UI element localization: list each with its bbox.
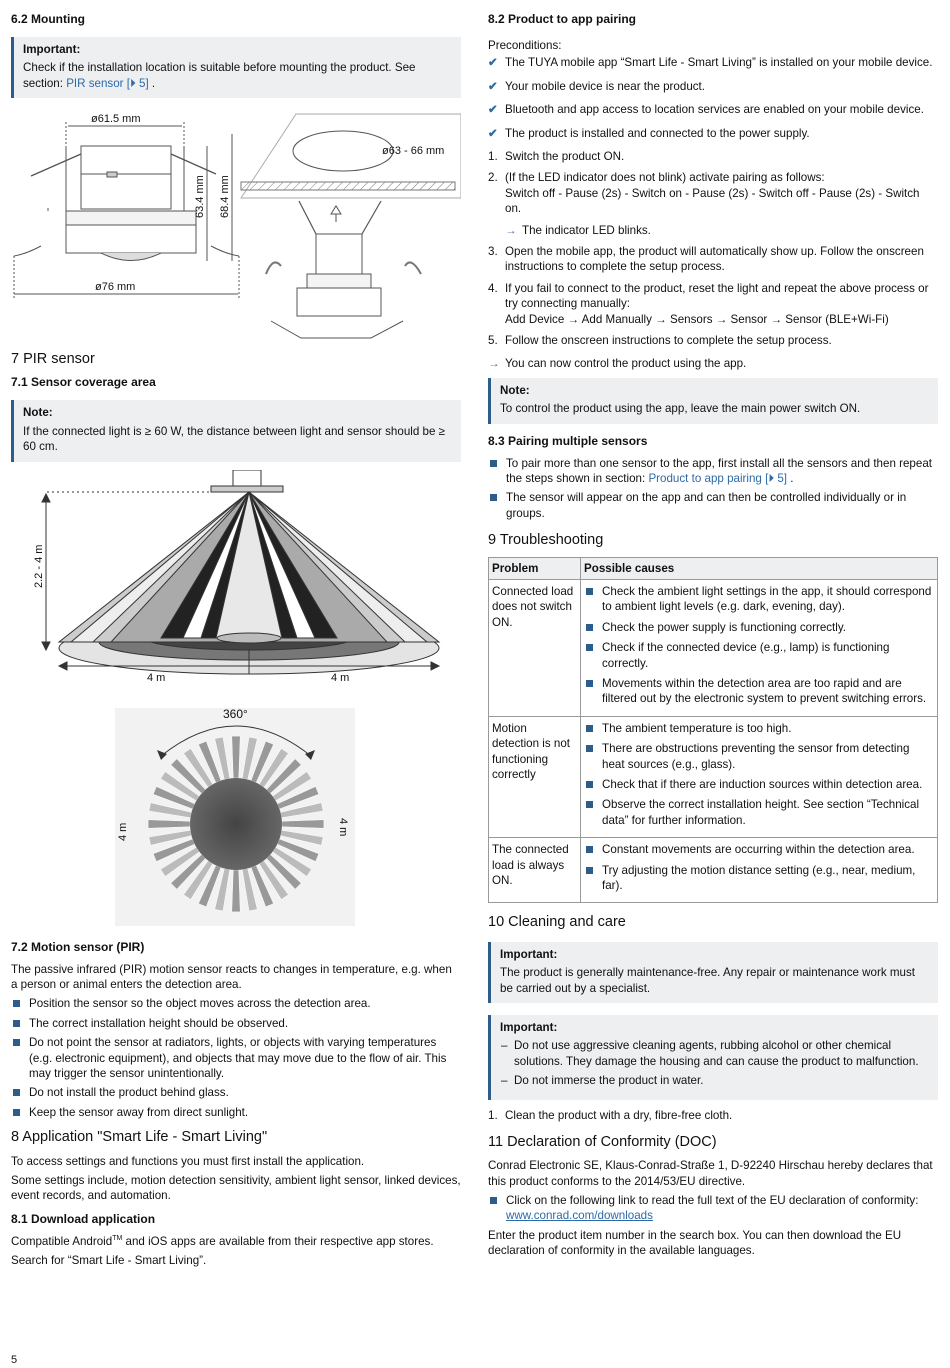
list-item: Movements within the detection area are too rapid and are filtered out by the electronic system to prevent switching errors. (584, 676, 934, 707)
pairing-steps (488, 149, 938, 348)
list-item: ✔ The product is installed and connected to the power supply. (488, 126, 810, 140)
list-item: Check if the connected device (e.g., lamp) is functioning correctly. (584, 640, 934, 671)
important-title: Important: (23, 42, 81, 56)
list-item: – Do not use aggressive cleaning agents, rubbing alcohol or other chemical solutions. They damage the housing and can cause the product to malfunction. (500, 1038, 929, 1069)
check-icon: ✔ (488, 103, 498, 117)
app-paragraph-2: Some settings include, motion detection sensitivity, ambient light sensor, linked devices, event records, and automation. (11, 1173, 461, 1203)
dim-height-2-label: 68.4 mm (219, 175, 231, 219)
step-item: 3. Open the mobile app, the product will automatically show up. Follow the onscreen instructions to complete the setup process. (488, 245, 924, 274)
left-distance-label: 4 m (147, 671, 166, 684)
troubleshooting-table (488, 557, 938, 904)
arrow-right-icon: → (488, 357, 500, 371)
note-text: To control the product using the app, leave the main power switch ON. (500, 402, 861, 416)
doc-paragraph-2: Enter the product item number in the search box. You can then download the EU declaration of conformity in the available languages. (488, 1228, 902, 1258)
list-item: ✔ The TUYA mobile app “Smart Life - Smart Living” is installed on your mobile device. (488, 56, 933, 70)
mounting-heading: 6.2 Mounting (11, 12, 85, 26)
list-item: Constant movements are occurring within the detection area. (584, 842, 934, 857)
troubleshooting-heading: 9 Troubleshooting (488, 532, 604, 549)
coverage-ray (232, 870, 240, 912)
top-view-diagram (11, 696, 461, 928)
cleaning-warnings (500, 1038, 929, 1088)
column-header-causes: Possible causes (581, 557, 938, 579)
list-item: There are obstructions preventing the sensor from detecting heat sources (e.g., glass). (584, 741, 934, 772)
list-item: Try adjusting the motion distance setting (e.g., near, medium, far). (584, 863, 934, 894)
height-range-label: 2.2 - 4 m (33, 544, 45, 588)
step-item: 4. If you fail to connect to the product, reset the light and repeat the above process or try connecting manually: Add Device → Add Manually → Sensors → Sensor → Sensor (BLE+Wi-Fi) (488, 281, 929, 326)
step-item: 5. Follow the onscreen instructions to complete the setup process. (488, 334, 832, 348)
list-item: Do not install the product behind glass. (11, 1085, 461, 1100)
list-item: To pair more than one sensor to the app, first install all the sensors and then repeat the steps shown in section: Product to app pairing [⏵ 5] . (488, 456, 938, 487)
dim-height-1-label: 63.4 mm (194, 175, 206, 219)
list-item: Observe the correct installation height. See section “Technical data” for further information. (584, 797, 934, 828)
check-icon: ✔ (488, 56, 498, 70)
pir-note-box (11, 400, 461, 461)
problem-cell: Motion detection is not functioning correctly (489, 716, 581, 837)
list-item: Position the sensor so the object moves across the detection area. (11, 996, 461, 1011)
angle-label: 360° (223, 706, 248, 721)
pir-sensor-link[interactable]: PIR sensor [⏵ 5] (66, 76, 149, 90)
doc-list (488, 1193, 938, 1224)
preconditions-list (488, 55, 938, 141)
list-item: The correct installation height should be observed. (11, 1016, 461, 1031)
dim-top-label: ø61.5 mm (91, 113, 141, 126)
list-item: Do not point the sensor at radiators, lights, or objects with varying temperatures (e.g. electronic equipment), and objects that may move due to the flow of air. This may trigger the sensor unintentionally. (11, 1035, 461, 1081)
page-number: 5 (11, 1354, 18, 1366)
list-item: Check the power supply is functioning correctly. (584, 620, 934, 635)
pairing-heading: 8.2 Product to app pairing (488, 12, 637, 26)
dim-bottom-label: ø76 mm (95, 281, 136, 294)
table-header-row (489, 557, 938, 579)
pir-heading: 7 PIR sensor (11, 351, 95, 368)
list-item: Click on the following link to read the full text of the EU declaration of conformity: www.conrad.com/downloads (488, 1193, 938, 1224)
conrad-downloads-link[interactable]: www.conrad.com/downloads (506, 1209, 653, 1223)
coverage-ray (282, 819, 324, 827)
check-icon: ✔ (488, 126, 498, 140)
important-text: Check if the installation location is suitable before mounting the product. See section: PIR sensor [⏵ 5] . (23, 61, 416, 90)
table-row (489, 579, 938, 716)
important-title: Important: (500, 1020, 558, 1034)
left-column (11, 12, 461, 1273)
problem-cell: Connected load does not switch ON. (489, 579, 581, 716)
radius-left-label: 4 m (117, 822, 129, 841)
motion-sensor-heading: 7.2 Motion sensor (PIR) (11, 939, 145, 954)
right-column (488, 12, 938, 1263)
multi-pairing-list (488, 456, 938, 522)
download-paragraph-1: Compatible Android™ and iOS apps are available from their respective app stores. (11, 1234, 434, 1248)
app-paragraph-1: To access settings and functions you must first install the application. (11, 1154, 365, 1168)
list-item: – Do not immerse the product in water. (500, 1073, 929, 1088)
cleaning-important-box-1 (488, 942, 938, 1003)
cleaning-important-box-2 (488, 1015, 938, 1100)
mounting-diagram (11, 106, 461, 341)
list-item: ✔ Your mobile device is near the product. (488, 79, 706, 93)
list-item: Keep the sensor away from direct sunlight. (11, 1105, 461, 1120)
column-header-problem: Problem (489, 557, 581, 579)
multi-pairing-heading: 8.3 Pairing multiple sensors (488, 433, 648, 448)
motion-sensor-intro: The passive infrared (PIR) motion sensor reacts to changes in temperature, e.g. when a person or animal enters the detection area. (11, 962, 452, 991)
step-item: 1. Switch the product ON. (488, 149, 625, 163)
download-paragraph-2: Search for “Smart Life - Smart Living”. (11, 1254, 207, 1268)
radius-right-label: 4 m (337, 817, 349, 836)
list-item: Check the ambient light settings in the app, it should correspond to ambient light levels (e.g. dark, evening, day). (584, 584, 934, 615)
cleaning-heading: 10 Cleaning and care (488, 914, 626, 931)
important-text: The product is generally maintenance-free. Any repair or maintenance work must be carried out by a specialist. (500, 966, 916, 995)
doc-paragraph-1: Conrad Electronic SE, Klaus-Conrad-Straße 1, D-92240 Hirschau hereby declares that this product conforms to the 2014/53/EU directive. (488, 1159, 933, 1188)
note-title: Note: (500, 383, 530, 397)
mounting-important-box (11, 37, 461, 98)
list-item: Check that if there are induction sources within detection area. (584, 777, 934, 792)
dim-hole-label: ø63 - 66 mm (382, 145, 445, 158)
causes-cell (581, 716, 938, 837)
arrow-right-icon: → (505, 223, 517, 237)
step-item: 1. Clean the product with a dry, fibre-free cloth. (488, 1108, 733, 1122)
pairing-note-box (488, 378, 938, 424)
coverage-ray (148, 819, 190, 827)
table-row (489, 716, 938, 837)
motion-sensor-list (11, 996, 461, 1120)
list-item: The sensor will appear on the app and can then be controlled individually or in groups. (488, 490, 938, 521)
preconditions-label: Preconditions: (488, 38, 562, 52)
download-heading: 8.1 Download application (11, 1211, 156, 1226)
note-title: Note: (23, 406, 53, 420)
coverage-heading: 7.1 Sensor coverage area (11, 375, 156, 390)
problem-cell: The connected load is always ON. (489, 838, 581, 903)
doc-heading: 11 Declaration of Conformity (DOC) (488, 1133, 717, 1150)
note-text: If the connected light is ≥ 60 W, the distance between light and sensor should be ≥ 60 cm. (23, 424, 445, 454)
step-item: 2. (If the LED indicator does not blink) activate pairing as follows: Switch off - Pause (2s) - Switch on - Pause (2s) - Switch off - Pause (2s) - Switch on. → The indicator LED blinks. (488, 171, 920, 237)
table-row (489, 838, 938, 903)
pairing-result: → You can now control the product using the app. (488, 357, 747, 371)
check-icon: ✔ (488, 79, 498, 93)
list-item: The ambient temperature is too high. (584, 721, 934, 736)
app-heading: 8 Application "Smart Life - Smart Living" (11, 1129, 268, 1146)
important-title: Important: (500, 947, 558, 961)
cleaning-steps (488, 1108, 938, 1123)
causes-cell (581, 838, 938, 903)
coverage-ray (232, 736, 240, 778)
coverage-diagram (11, 470, 461, 700)
list-item: ✔ Bluetooth and app access to location services are enabled on your mobile device. (488, 103, 924, 117)
right-distance-label: 4 m (331, 671, 350, 684)
product-to-app-pairing-link[interactable]: Product to app pairing [⏵ 5] (648, 472, 788, 486)
causes-cell (581, 579, 938, 716)
